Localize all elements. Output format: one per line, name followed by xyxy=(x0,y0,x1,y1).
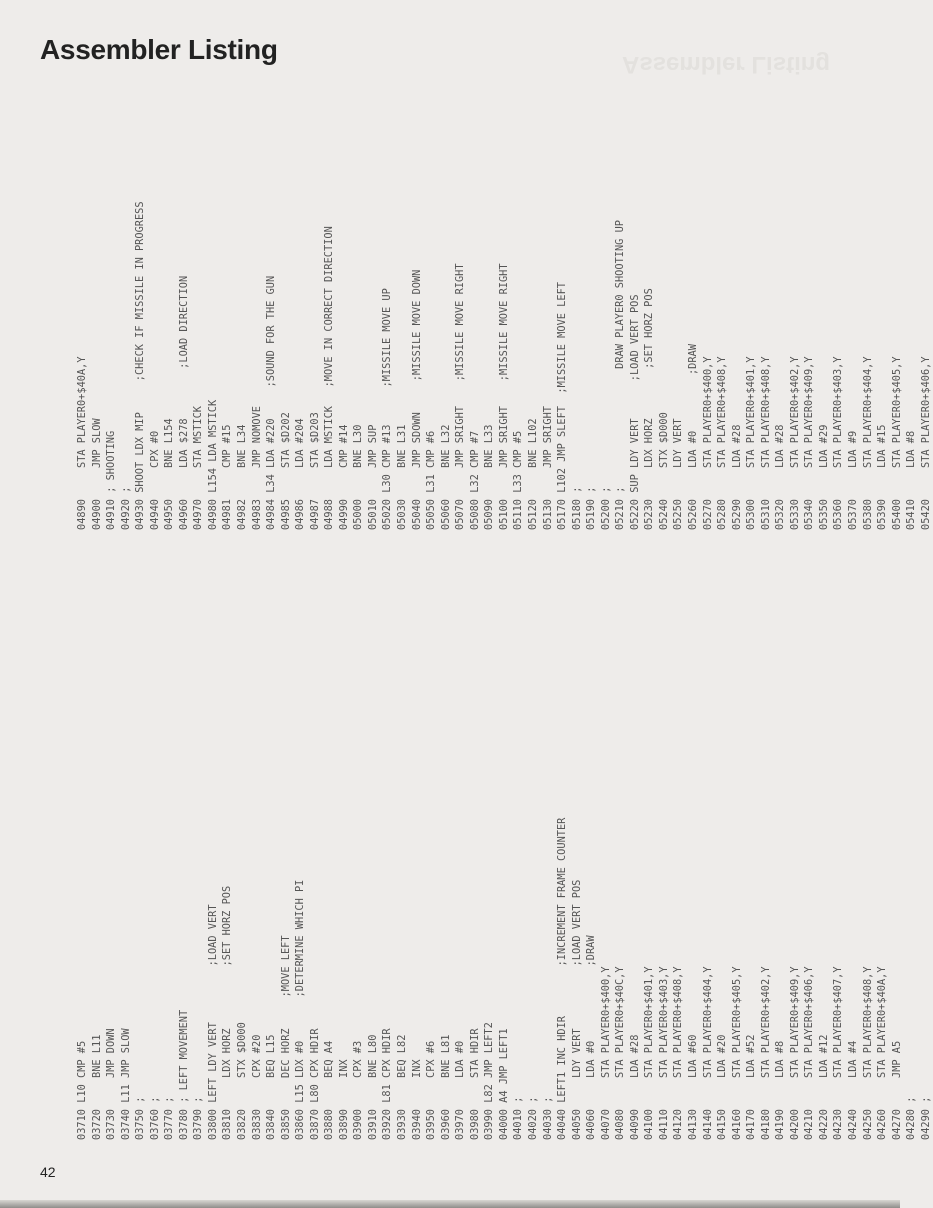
code-line: 04920 ; xyxy=(119,486,132,530)
code-line: 04986 LDA #204 xyxy=(294,418,307,530)
code-line: 05100 JMP SRIGHT ;MISSILE MOVE RIGHT xyxy=(497,263,510,530)
code-line: 04100 STA PLAYER0+$401,Y xyxy=(643,966,656,1140)
code-line: 04140 STA PLAYER0+$404,Y xyxy=(701,966,714,1140)
code-line: 05010 JMP SUP xyxy=(366,424,379,530)
code-line: 04150 LDA #20 xyxy=(716,1034,729,1140)
code-line: 04130 LDA #60 xyxy=(686,1034,699,1140)
code-line: 03780 ; LEFT MOVEMENT xyxy=(177,1009,190,1140)
code-line: 05390 LDA #15 xyxy=(876,424,889,530)
code-line: 04290 ; xyxy=(919,1096,932,1140)
assembler-listing xyxy=(75,30,932,1140)
code-line: 03930 BEQ L82 xyxy=(396,1034,409,1140)
code-line: 05250 LDY VERT xyxy=(672,418,685,530)
code-line: 04990 CMP #14 xyxy=(337,424,350,530)
code-line: 05020 L30 CMP #13 ;MISSILE MOVE UP xyxy=(381,288,394,530)
code-line: 05130 JMP SRIGHT xyxy=(541,406,554,530)
listing-column-right xyxy=(75,201,933,530)
code-line: 03860 L15 LDX #0 ;DETERMINE WHICH PI xyxy=(294,879,307,1140)
code-line: 04030 ; xyxy=(541,1096,554,1140)
code-line: 04982 BNE L34 xyxy=(236,424,249,530)
code-line: 04950 BNE L154 xyxy=(163,418,176,530)
code-line: 05080 L32 CMP #7 xyxy=(468,430,481,530)
code-line: 05350 LDA #29 xyxy=(817,424,830,530)
code-line: 03760 ; xyxy=(148,1096,161,1140)
code-line: 04910 ; SHOOTING xyxy=(105,430,118,530)
code-line: 05000 BNE L30 xyxy=(352,424,365,530)
code-line: 03740 L11 JMP SLOW xyxy=(119,1028,132,1140)
code-line: 05060 BNE L32 xyxy=(439,424,452,530)
code-line: 04940 CPX #0 xyxy=(148,430,161,530)
code-line: 04930 SHOOT LDX MIP ;CHECK IF MISSILE IN PROGRESS xyxy=(134,201,147,530)
page-bottom-edge xyxy=(0,1200,900,1208)
code-line: 04160 STA PLAYER0+$405,Y xyxy=(730,966,743,1140)
code-line: 04981 CMP #15 xyxy=(221,424,234,530)
code-line: 04200 STA PLAYER0+$409,Y xyxy=(788,966,801,1140)
code-line: 05290 LDA #28 xyxy=(730,424,743,530)
code-line: 05320 LDA #28 xyxy=(774,424,787,530)
code-line: 04240 LDA #4 xyxy=(846,1040,859,1140)
code-line: 04080 STA PLAYER0+$40C,Y xyxy=(614,966,627,1140)
code-line: 04220 LDA #12 xyxy=(817,1034,830,1140)
code-line: 05030 BNE L31 xyxy=(396,424,409,530)
code-line: 04960 LDA $278 ;LOAD DIRECTION xyxy=(177,275,190,530)
code-line: 04985 STA $D202 xyxy=(279,412,292,530)
code-line: 04230 STA PLAYER0+$407,Y xyxy=(832,966,845,1140)
code-line: 03850 DEC HORZ ;MOVE LEFT xyxy=(279,935,292,1140)
code-line: 05230 LDX HORZ ;SET HORZ POS xyxy=(643,288,656,530)
code-line: 03940 INX xyxy=(410,1059,423,1140)
code-line: 05300 STA PLAYER0+$401,Y xyxy=(745,356,758,530)
code-line: 05050 L31 CMP #6 xyxy=(425,430,438,530)
code-line: 05340 STA PLAYER0+$409,Y xyxy=(803,356,816,530)
code-line: 05200 ; xyxy=(599,486,612,530)
code-line: 04210 STA PLAYER0+$406,Y xyxy=(803,966,816,1140)
code-line: 05310 STA PLAYER0+$408,Y xyxy=(759,356,772,530)
code-line: 05370 LDA #9 xyxy=(846,430,859,530)
code-line: 04984 L34 LDA #220 ;SOUND FOR THE GUN xyxy=(265,275,278,530)
code-line: 05220 SUP LDY VERT ;LOAD VERT POS xyxy=(628,294,641,530)
code-line: 05170 L102 JMP SLEFT ;MISSILE MOVE LEFT xyxy=(556,282,569,530)
code-line: 03820 STX $D000 xyxy=(236,1022,249,1140)
code-line: 03900 CPX #3 xyxy=(352,1040,365,1140)
code-line: 03880 BEQ A4 xyxy=(323,1040,336,1140)
code-line: 04983 JMP NOMOVE xyxy=(250,406,263,530)
code-line: 03750 ; xyxy=(134,1096,147,1140)
code-line: 05330 STA PLAYER0+$402,Y xyxy=(788,356,801,530)
code-line: 03720 BNE L11 xyxy=(90,1034,103,1140)
code-line: 05280 STA PLAYER0+$408,Y xyxy=(716,356,729,530)
code-line: 05210 ; DRAW PLAYER0 SHOOTING UP xyxy=(614,220,627,530)
code-line: 05270 STA PLAYER0+$400,Y xyxy=(701,356,714,530)
code-line: 04890 STA PLAYER0+$40A,Y xyxy=(76,356,88,530)
code-line: 03790 ; xyxy=(192,1096,205,1140)
code-line: 04260 STA PLAYER0+$40A,Y xyxy=(876,966,889,1140)
code-line: 05110 L33 CMP #5 xyxy=(512,430,525,530)
code-line: 03960 BNE L81 xyxy=(439,1034,452,1140)
code-line: 03840 BEQ L15 xyxy=(265,1034,278,1140)
code-line: 05180 ; xyxy=(570,486,583,530)
code-line: 04060 LDA #0 ;DRAW xyxy=(585,935,598,1140)
code-line: 04900 JMP SLOW xyxy=(90,418,103,530)
code-line: 03920 L81 CPX HDIR xyxy=(381,1028,394,1140)
code-line: 05400 STA PLAYER0+$405,Y xyxy=(890,356,903,530)
code-line: 05090 BNE L33 xyxy=(483,424,496,530)
page-title: Assembler Listing xyxy=(40,34,278,65)
page-number: 42 xyxy=(40,1164,56,1180)
code-line: 04190 LDA #8 xyxy=(774,1040,787,1140)
bleed-through-title: Assembler Listing xyxy=(622,51,831,78)
code-line: 05070 JMP SRIGHT ;MISSILE MOVE RIGHT xyxy=(454,263,467,530)
code-line: 04980 L154 LDA MSTICK xyxy=(206,399,219,530)
code-line: 04020 ; xyxy=(526,1096,539,1140)
code-line: 04270 JMP A5 xyxy=(890,1040,903,1140)
code-line: 05040 JMP SDOWN ;MISSILE MOVE DOWN xyxy=(410,269,423,530)
code-line: 03910 BNE L80 xyxy=(366,1034,379,1140)
code-line: 03890 INX xyxy=(337,1059,350,1140)
code-line: 04010 ; xyxy=(512,1096,525,1140)
code-line: 04970 STA MSTICK xyxy=(192,406,205,530)
code-line: 04987 STA $D203 xyxy=(308,412,321,530)
code-line: 04120 STA PLAYER0+$408,Y xyxy=(672,966,685,1140)
code-line: 03770 ; xyxy=(163,1096,176,1140)
code-line: 04000 A4 JMP LEFT1 xyxy=(497,1028,510,1140)
code-line: 04110 STA PLAYER0+$403,Y xyxy=(657,966,670,1140)
code-line: 04040 LEFT1 INC HDIR ;INCREMENT FRAME COUNTER xyxy=(556,817,569,1140)
code-line: 03990 L82 JMP LEFT2 xyxy=(483,1022,496,1140)
code-line: 03970 LDA #0 xyxy=(454,1040,467,1140)
code-line: 04180 STA PLAYER0+$402,Y xyxy=(759,966,772,1140)
code-line: 03950 CPX #6 xyxy=(425,1040,438,1140)
code-line: 04280 ; xyxy=(905,1096,918,1140)
code-line: 04070 STA PLAYER0+$400,Y xyxy=(599,966,612,1140)
code-line: 05120 BNE L102 xyxy=(526,418,539,530)
code-line: 03810 LDX HORZ ;SET HORZ POS xyxy=(221,885,234,1140)
listing-column-left xyxy=(75,818,933,1140)
code-line: 04090 LDA #28 xyxy=(628,1034,641,1140)
code-line: 05360 STA PLAYER0+$403,Y xyxy=(832,356,845,530)
code-line: 05410 LDA #8 xyxy=(905,430,918,530)
code-line: 03730 JMP DOWN xyxy=(105,1028,118,1140)
code-line: 05240 STX $D000 xyxy=(657,412,670,530)
code-line: 05420 STA PLAYER0+$406,Y xyxy=(919,356,932,530)
code-line: 04170 LDA #52 xyxy=(745,1034,758,1140)
code-line: 03830 CPX #20 xyxy=(250,1034,263,1140)
code-line: 03800 LEFT LDY VERT ;LOAD VERT xyxy=(206,904,219,1140)
code-line: 04988 LDA MSTICK ;MOVE IN CORRECT DIRECTION xyxy=(323,226,336,530)
code-line: 04250 STA PLAYER0+$408,Y xyxy=(861,966,874,1140)
code-line: 05380 STA PLAYER0+$404,Y xyxy=(861,356,874,530)
code-line: 05260 LDA #0 ;DRAW xyxy=(686,344,699,530)
code-line: 03870 L80 CPX HDIR xyxy=(308,1028,321,1140)
code-line: 05190 ; xyxy=(585,486,598,530)
code-line: 03710 L10 CMP #5 xyxy=(76,1040,88,1140)
code-line: 04050 LDY VERT ;LOAD VERT POS xyxy=(570,879,583,1140)
code-line: 03980 STA HDIR xyxy=(468,1028,481,1140)
